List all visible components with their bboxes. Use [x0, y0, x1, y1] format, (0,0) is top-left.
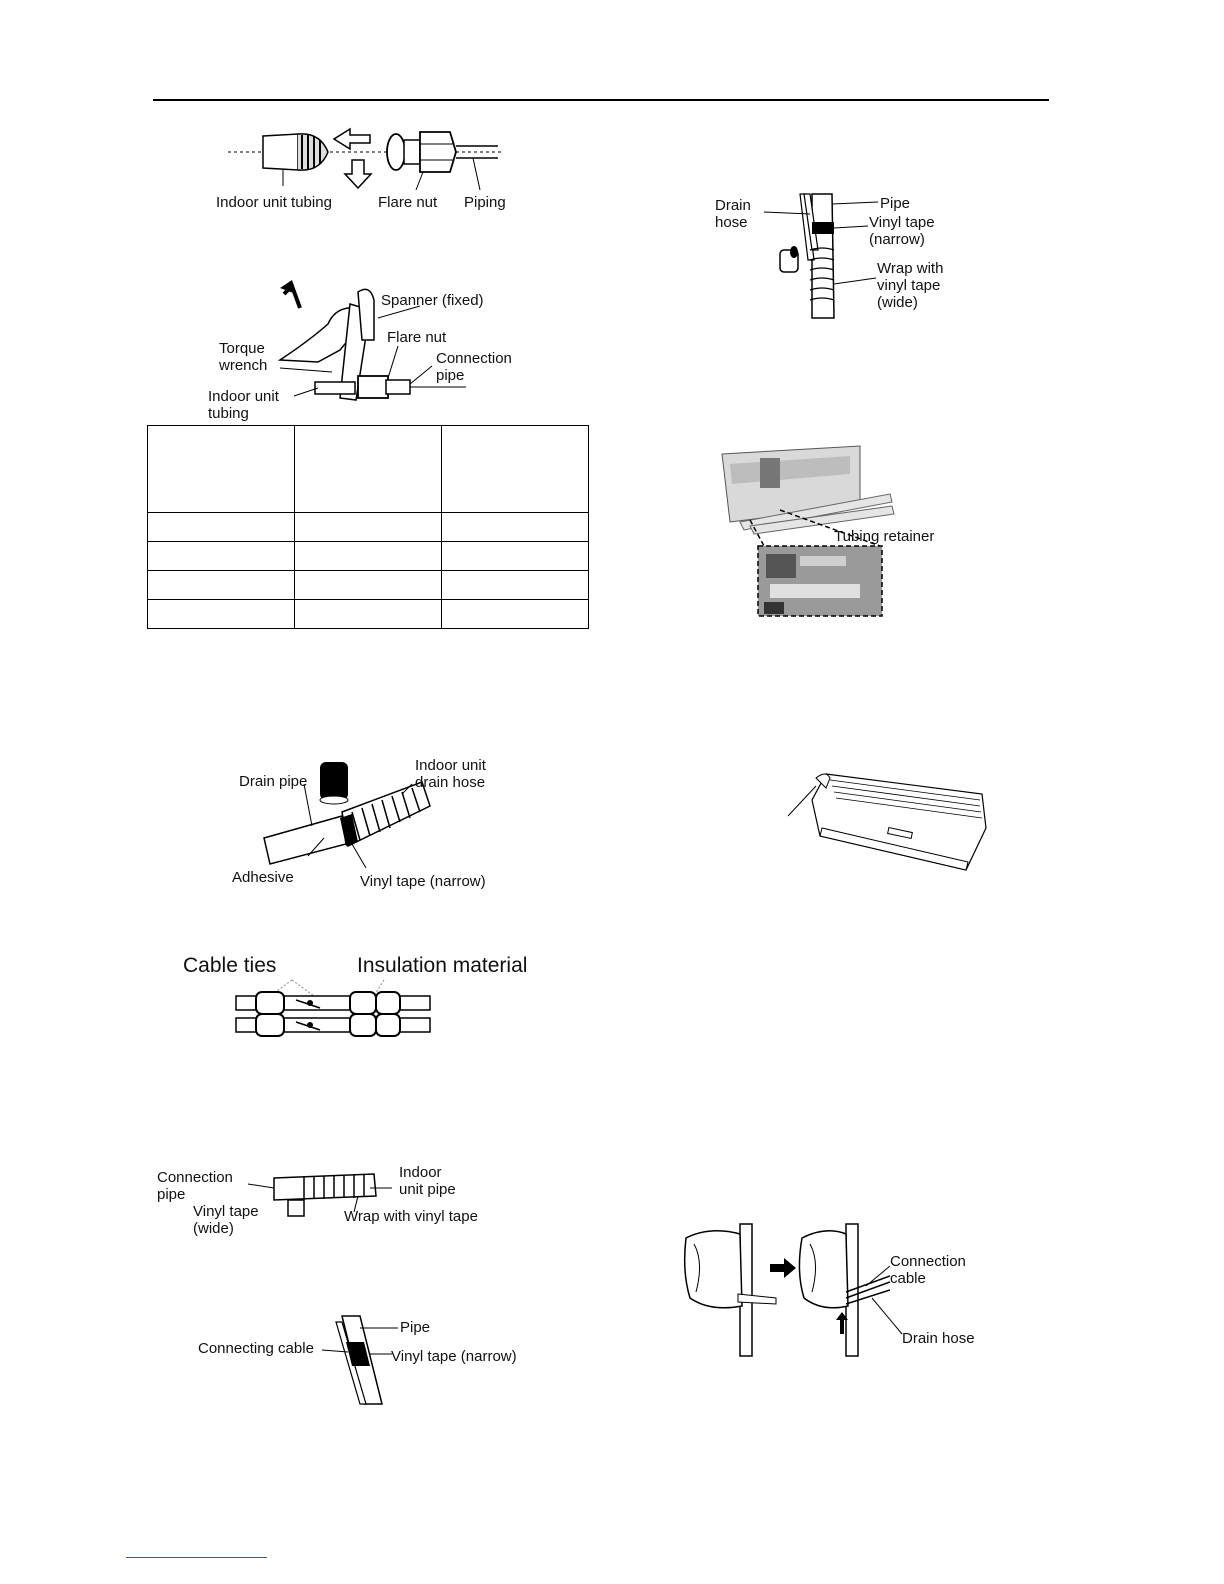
- insulation-material-label: Insulation material: [357, 954, 528, 977]
- tubing-retainer-label: Tubing retainer: [834, 528, 935, 545]
- table-cell: [148, 571, 295, 600]
- table-cell: [295, 571, 442, 600]
- piping-label: Piping: [464, 194, 506, 211]
- wrap-wide-label: Wrap with vinyl tape (wide): [877, 260, 944, 311]
- table-cell: [442, 513, 589, 542]
- indoor-unit-pipe-label: Indoor unit pipe: [399, 1164, 456, 1198]
- footer-rule: [126, 1557, 267, 1558]
- pipe-label-2: Pipe: [880, 195, 911, 212]
- vinyl-tape-narrow-label-2: Vinyl tape (narrow): [391, 1348, 517, 1365]
- table-cell: [442, 600, 589, 629]
- mounting-illustration: [680, 1222, 900, 1358]
- vinyl-tape-wide-label: Vinyl tape (wide): [193, 1203, 259, 1237]
- drain-bundle-illustration: [760, 190, 880, 320]
- connection-pipe-label: Connection pipe: [436, 350, 512, 384]
- header-rule: [153, 99, 1049, 101]
- connection-cable-label: Connection cable: [890, 1253, 966, 1287]
- connecting-cable-illustration: [330, 1312, 390, 1408]
- table-cell: [295, 513, 442, 542]
- cable-ties-label: Cable ties: [183, 954, 277, 977]
- table-cell: [295, 542, 442, 571]
- flare-nut-label-2: Flare nut: [387, 329, 447, 346]
- spanner-label: Spanner (fixed): [381, 292, 484, 309]
- table-cell: [148, 600, 295, 629]
- table-cell: [148, 542, 295, 571]
- indoor-unit-illustration: [786, 770, 1001, 870]
- torque-wrench-label: Torque wrench: [219, 340, 268, 374]
- connecting-cable-label: Connecting cable: [198, 1340, 314, 1357]
- cable-ties-illustration: [234, 978, 434, 1040]
- drain-hose-label: Drain hose: [715, 197, 751, 231]
- indoor-unit-tubing-label: Indoor unit tubing: [216, 194, 332, 211]
- vinyl-tape-narrow-label: Vinyl tape (narrow): [360, 873, 486, 890]
- torque-table: [147, 425, 589, 629]
- table-cell: [295, 600, 442, 629]
- table-header-cell: [148, 426, 295, 513]
- vinyl-tape-narrow-label-3: Vinyl tape (narrow): [869, 214, 935, 248]
- table-header-cell: [442, 426, 589, 513]
- drain-pipe-label: Drain pipe: [239, 773, 308, 790]
- indoor-unit-tubing-label-2: Indoor unit tubing: [208, 388, 279, 422]
- pipe-label: Pipe: [400, 1319, 431, 1336]
- connection-pipe-label-2: Connection pipe: [157, 1169, 233, 1203]
- wrap-vinyl-tape-label: Wrap with vinyl tape: [344, 1208, 478, 1225]
- table-cell: [442, 542, 589, 571]
- indoor-drain-hose-label: Indoor unit drain hose: [415, 757, 486, 791]
- table-header-cell: [295, 426, 442, 513]
- adhesive-label: Adhesive: [232, 869, 294, 886]
- flare-nut-label: Flare nut: [378, 194, 438, 211]
- table-cell: [442, 571, 589, 600]
- table-cell: [148, 513, 295, 542]
- drain-hose-label-2: Drain hose: [902, 1330, 975, 1347]
